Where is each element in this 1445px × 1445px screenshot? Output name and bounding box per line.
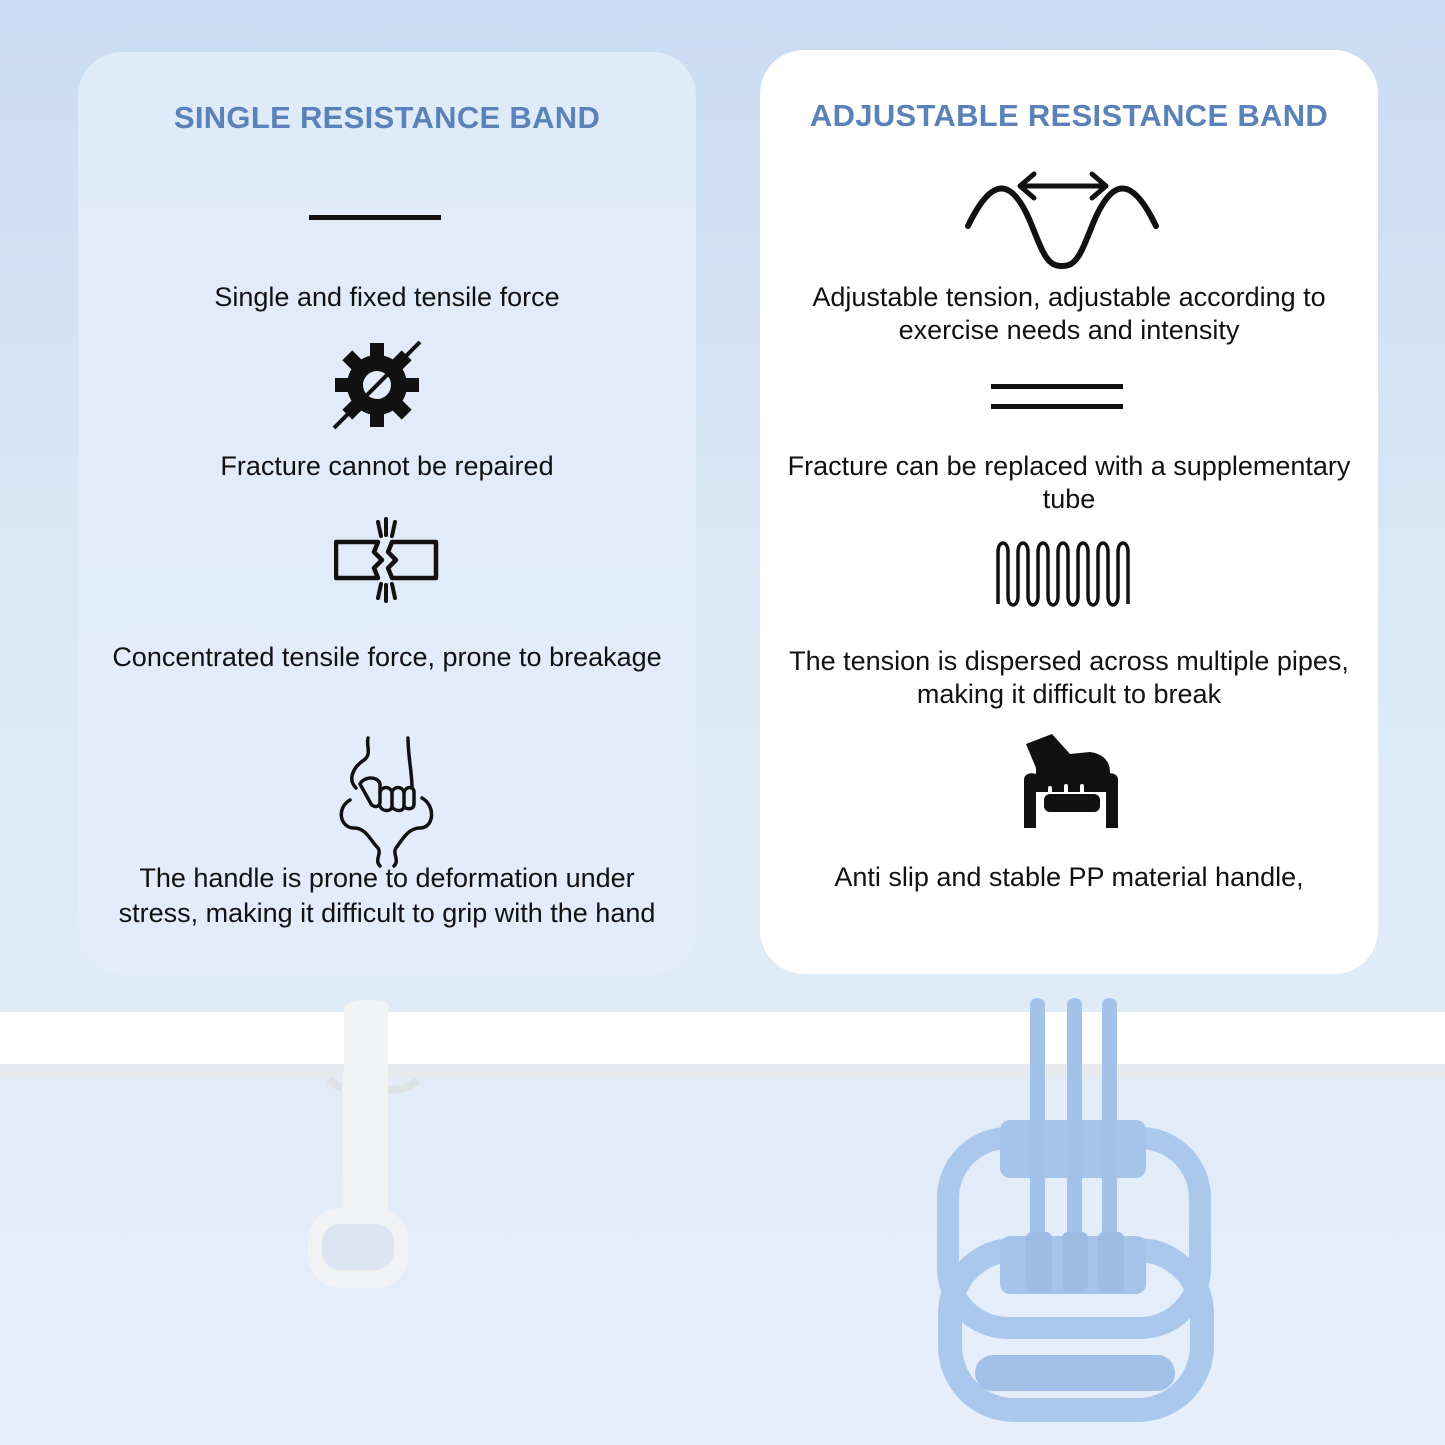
- broken-band-icon: [334, 516, 440, 604]
- feature-text: The handle is prone to deformation under stress, making it difficult to grip with the hand: [118, 863, 656, 928]
- adjustable-band-handle-image: [948, 998, 1202, 1410]
- card-title: ADJUSTABLE RESISTANCE BAND: [809, 98, 1329, 133]
- no-repair-gear-icon: [328, 336, 426, 434]
- adjustable-wave-icon: [962, 166, 1162, 272]
- double-line-icon: [991, 382, 1125, 412]
- hand-grip-icon: [1024, 732, 1118, 830]
- adjustable-band-card: [760, 50, 1378, 974]
- feature-text: Concentrated tensile force, prone to breakage: [112, 642, 662, 672]
- horizontal-bar: [0, 1012, 1445, 1078]
- feature-text: Single and fixed tensile force: [214, 282, 560, 312]
- single-line-icon: [309, 212, 441, 224]
- feature-text: Anti slip and stable PP material handle,: [834, 862, 1304, 892]
- coil-spring-icon: [994, 540, 1134, 608]
- card-title: SINGLE RESISTANCE BAND: [173, 100, 601, 135]
- feature-text: Fracture can be replaced with a supplementary tube: [787, 451, 1351, 514]
- deformed-handle-grip-icon: [338, 736, 436, 868]
- feature-text: Adjustable tension, adjustable according to exercise needs and intensity: [812, 282, 1326, 345]
- single-band-card: [78, 52, 696, 974]
- single-band-handle-image: [308, 1000, 418, 1288]
- feature-text: Fracture cannot be repaired: [220, 451, 554, 481]
- feature-text: The tension is dispersed across multiple pipes, making it difficult to break: [789, 646, 1349, 709]
